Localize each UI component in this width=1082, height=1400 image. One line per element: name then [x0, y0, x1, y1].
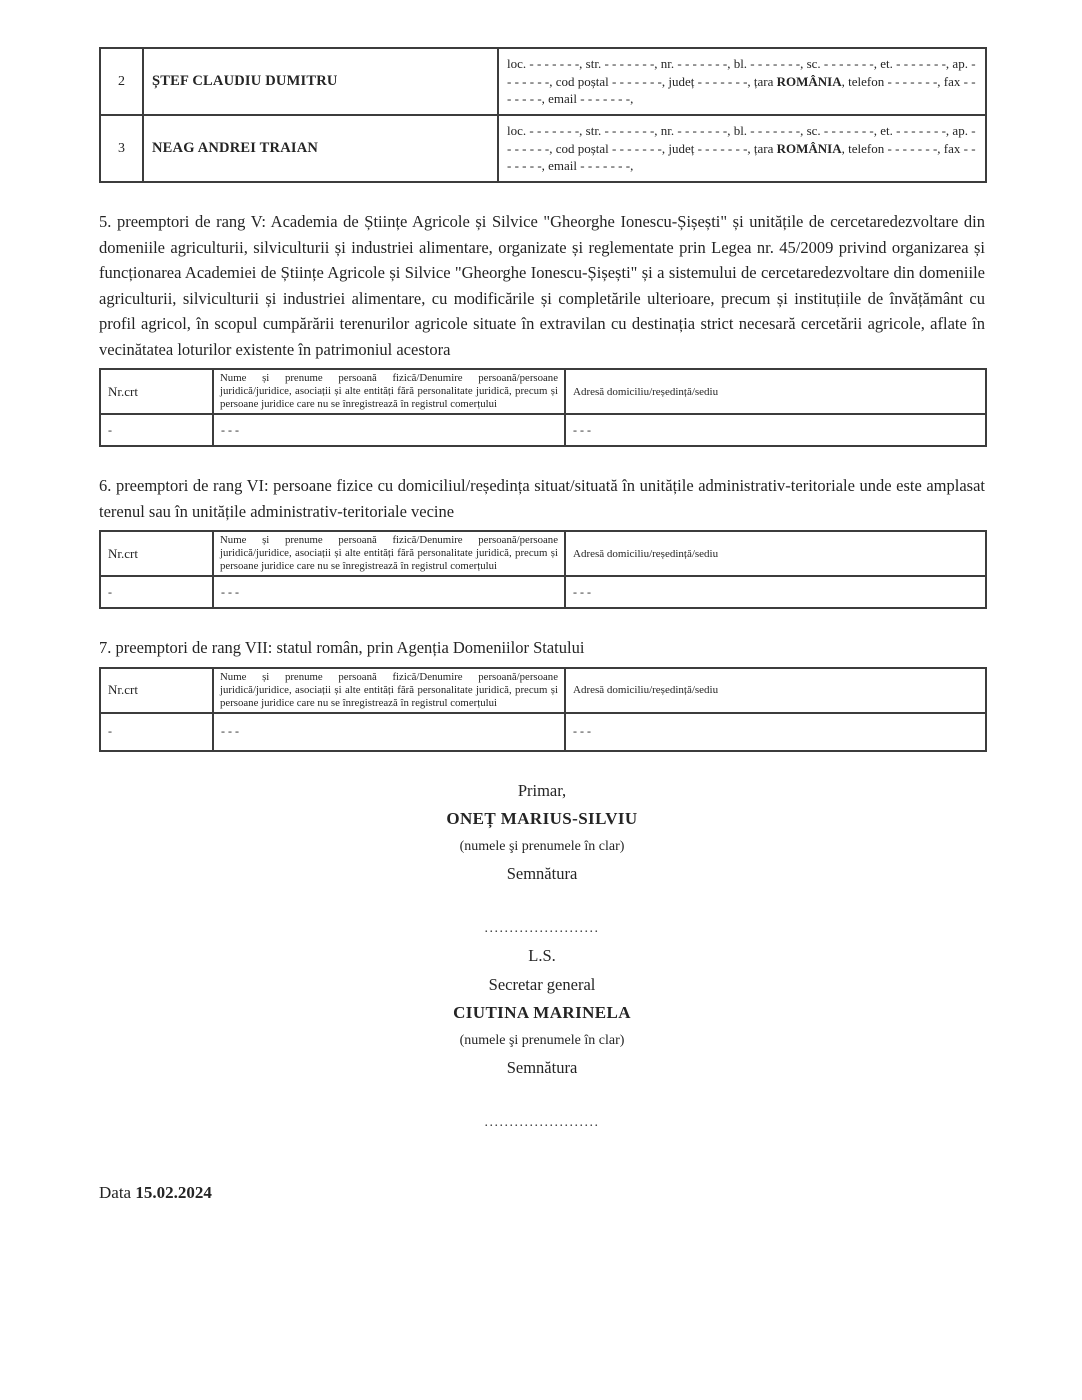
address-suffix: , telefon - - - - - - -, fax - - - - - - -, email - - - - - - -, — [507, 73, 976, 107]
cell-name: - - - — [213, 414, 565, 446]
header-address: Adresă domiciliu/reședință/sediu — [565, 531, 986, 576]
rank5-table — [99, 368, 987, 447]
name-note: (numele şi prenumele în clar) — [459, 1032, 625, 1048]
signature-dotted-line: ....................... — [484, 1114, 600, 1130]
name-note: (numele şi prenumele în clar) — [459, 838, 625, 854]
table-header-row — [100, 668, 986, 713]
cell-nr: - — [100, 414, 213, 446]
rank6-paragraph: 6. preemptori de rang VI: persoane fizice cu domiciliul/reședința situat/situată în unitățile administrativ-teritoriale unde este amplasat terenul sau în unitățile administrativ-teritoriale vecine — [99, 476, 985, 521]
header-nr-crt: Nr.crt — [100, 668, 213, 713]
signature-block — [99, 781, 985, 1131]
signature-label: Semnătura — [506, 863, 578, 883]
address-country: ROMÂNIA — [776, 73, 842, 89]
header-address: Adresă domiciliu/reședință/sediu — [565, 369, 986, 414]
date-label: Data — [99, 1182, 136, 1202]
rank5-paragraph: 5. preemptori de rang V: Academia de Științe Agricole și Silvice "Gheorghe Ionescu-Șișești" și unitățile de cercetaredezvoltare din domeniile agriculturii, silviculturii și industriei alimentare, organizate și reglementate prin Legea nr. 45/2009 privind organizarea și funcționarea Academiei de Științe Agricole și Silvice "Gheorghe Ionescu-Șișești" și a sistemului de cercetaredezvoltare din domeniile agriculturii, silviculturii și industriei alimentare, cu modificările și completările ulterioare, precum și instituțiile de învățământ cu profil agricol, în scopul cumpărării terenurilor agricole situate în extravilan cu destinația strict necesară cercetării agricole, aflate în vecinătatea loturilor existente în patrimoniul acestora — [99, 212, 985, 359]
address-prefix: loc. - - - - - - -, str. - - - - - - -, nr. - - - - - - -, bl. - - - - - - -, sc. - - - - - - -, et. - - - - - - -, ap. - - - - - - -, cod poștal - - - - - - -, județ - - - - - - -, țara — [507, 56, 976, 89]
rank7-table — [99, 667, 987, 752]
rank6-table — [99, 530, 987, 609]
person-name: ȘTEF CLAUDIU DUMITRU — [143, 48, 498, 115]
table-header-row — [100, 369, 986, 414]
preemptor-rows-table — [99, 47, 987, 183]
cell-address: - - - — [565, 576, 986, 608]
row-number: 2 — [100, 48, 143, 115]
signature-dotted-line: ....................... — [484, 920, 600, 936]
header-name: Nume și prenume persoană fizică/Denumire persoană/persoane juridică/juridice, asociații și alte entități fără personalitate juridică, precum și persoane juridice care nu se înregistrează în registrul comerțului — [213, 668, 565, 713]
person-address — [498, 115, 986, 182]
cell-address: - - - — [565, 414, 986, 446]
address-country: ROMÂNIA — [776, 140, 842, 156]
cell-nr: - — [100, 576, 213, 608]
table-row — [100, 48, 986, 115]
table-row — [100, 576, 986, 608]
person-address — [498, 48, 986, 115]
rank7-paragraph: 7. preemptori de rang VII: statul român, prin Agenția Domeniilor Statului — [99, 638, 585, 657]
header-name: Nume și prenume persoană fizică/Denumire persoană/persoane juridică/juridice, asociații și alte entități fără personalitate juridică, precum și persoane juridice care nu se înregistrează în registrul comerțului — [213, 369, 565, 414]
header-name: Nume și prenume persoană fizică/Denumire persoană/persoane juridică/juridice, asociații și alte entități fără personalitate juridică, precum și persoane juridice care nu se înregistrează în registrul comerțului — [213, 531, 565, 576]
person-name: NEAG ANDREI TRAIAN — [143, 115, 498, 182]
table-row — [100, 115, 986, 182]
header-nr-crt: Nr.crt — [100, 369, 213, 414]
cell-address: - - - — [565, 713, 986, 751]
table-row — [100, 713, 986, 751]
table-row — [100, 414, 986, 446]
table-header-row — [100, 531, 986, 576]
header-nr-crt: Nr.crt — [100, 531, 213, 576]
address-prefix: loc. - - - - - - -, str. - - - - - - -, nr. - - - - - - -, bl. - - - - - - -, sc. - - - - - - -, et. - - - - - - -, ap. - - - - - - -, cod poștal - - - - - - -, județ - - - - - - -, țara — [507, 123, 976, 156]
cell-name: - - - — [213, 576, 565, 608]
address-suffix: , telefon - - - - - - -, fax - - - - - - -, email - - - - - - -, — [507, 140, 976, 174]
mayor-title: Primar, — [517, 780, 567, 800]
signature-label: Semnătura — [506, 1057, 578, 1077]
date-line — [99, 1183, 985, 1203]
cell-name: - - - — [213, 713, 565, 751]
secretary-title: Secretar general — [488, 974, 596, 994]
date-value: 15.02.2024 — [135, 1182, 212, 1202]
mayor-name: ONEȚ MARIUS-SILVIU — [446, 808, 638, 828]
ls-label: L.S. — [528, 945, 556, 965]
row-number: 3 — [100, 115, 143, 182]
secretary-name: CIUTINA MARINELA — [453, 1002, 631, 1022]
header-address: Adresă domiciliu/reședință/sediu — [565, 668, 986, 713]
cell-nr: - — [100, 713, 213, 751]
